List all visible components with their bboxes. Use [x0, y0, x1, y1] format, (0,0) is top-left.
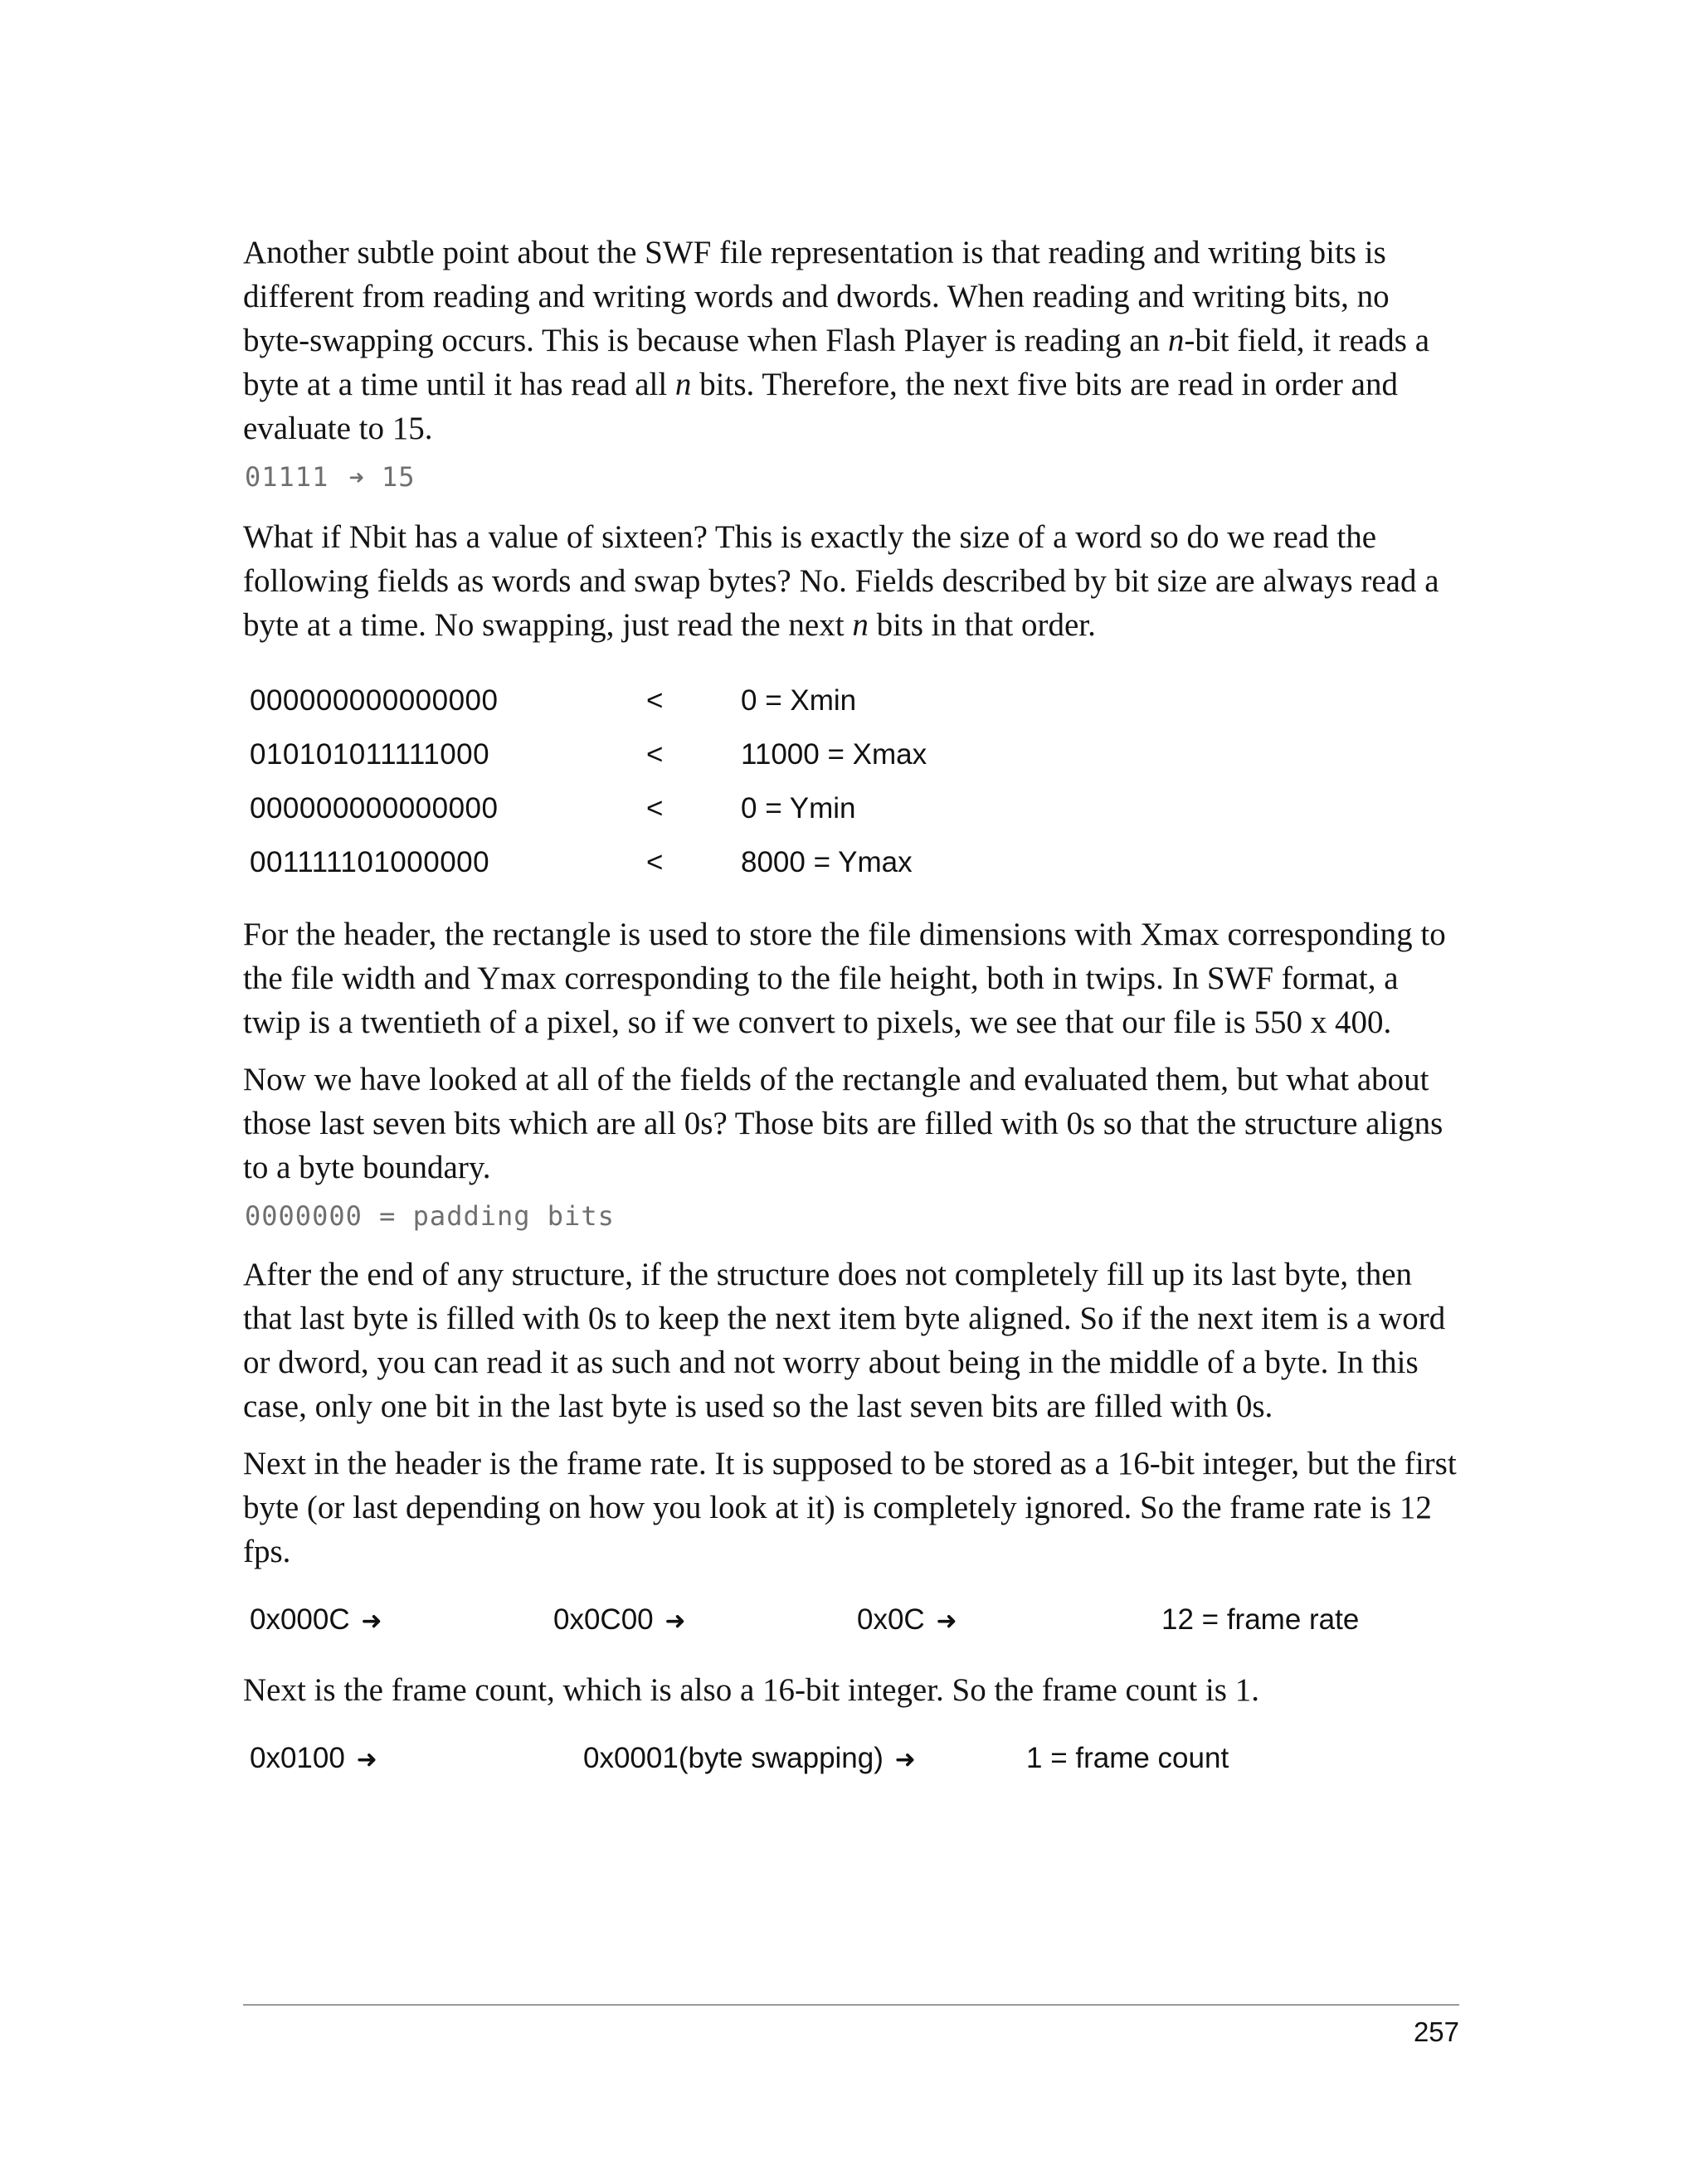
frame-count-flow — [250, 1734, 1463, 1783]
table-row — [250, 781, 1463, 835]
code-line-nbits — [245, 459, 1463, 497]
arrow-right-icon: ➜ — [894, 1746, 916, 1773]
flow-result: 12 = frame rate — [1161, 1603, 1360, 1636]
flow-step — [250, 1742, 583, 1775]
paragraph-padding-bits: Now we have looked at all of the fields of the rectangle and evaluated them, but what about those last seven bits which are all 0s? Those bits are filled with 0s so that the structure aligns to a byte boundary. — [243, 1062, 1443, 1185]
arrow-right-icon: ➜ — [356, 1746, 377, 1773]
bits-cell: 010101011111000 — [250, 737, 490, 771]
arrow-right-icon: ➜ — [936, 1608, 957, 1635]
code-line-padding: 0000000 = padding bits — [245, 1200, 615, 1232]
flow-value: 0x0C00 — [553, 1603, 654, 1636]
bits-cell: 000000000000000 — [250, 683, 499, 717]
flow-value: 0x000C — [250, 1603, 350, 1636]
paragraph-nbit-sixteen — [243, 515, 1463, 647]
flow-value: 0x0C — [857, 1603, 925, 1636]
bits-cell: 000000000000000 — [250, 791, 499, 824]
flow-value: 0x0100 — [250, 1742, 345, 1774]
flow-value: 0x0001(byte swapping) — [583, 1742, 884, 1774]
bits-cell: 001111101000000 — [250, 845, 490, 878]
frame-rate-flow — [250, 1595, 1463, 1645]
arrow-right-icon: ➜ — [665, 1608, 686, 1635]
paragraph-header-dimensions: For the header, the rectangle is used to store the file dimensions with Xmax corresponding to the file width and Ymax corresponding to the file height, both in twips. In SWF format, a twip is a twentieth of a pixel, so if we convert to pixels, we see that our file is 550 x 400. — [243, 917, 1446, 1040]
meaning-cell: 11000 = Xmax — [741, 737, 927, 771]
separator-cell: < — [646, 845, 664, 878]
code-value: 15 — [381, 461, 416, 493]
italic-variable: n — [1167, 323, 1185, 358]
meaning-cell: 0 = Xmin — [741, 683, 857, 717]
paragraph-frame-count: Next is the frame count, which is also a 16-bit integer. So the frame count is 1. — [243, 1672, 1259, 1708]
code-bits: 01111 — [245, 461, 329, 493]
meaning-cell: 0 = Ymin — [741, 791, 856, 824]
table-row — [250, 835, 1463, 889]
footer-divider — [243, 2004, 1459, 2006]
rectangle-bits-table — [250, 674, 1463, 889]
paragraph-text: What if Nbit has a value of sixteen? This is exactly the size of a word so do we read the following fields as words and swap bytes? No. Fields described by bit size are always read a byte at a time. No swapping, just read the next — [243, 519, 1439, 643]
italic-variable: n — [852, 607, 869, 643]
flow-result: 1 = frame count — [1026, 1742, 1229, 1774]
page-content — [243, 231, 1463, 1807]
flow-step — [250, 1603, 553, 1637]
paragraph-text: -bit field, it reads a byte at a time until it has read all — [243, 323, 1430, 402]
italic-variable: n — [674, 367, 692, 402]
paragraph-frame-rate: Next in the header is the frame rate. It is supposed to be stored as a 16-bit integer, but the first byte (or last depending on how you look at it) is completely ignored. So the frame rate is 12 fps. — [243, 1446, 1457, 1569]
meaning-cell: 8000 = Ymax — [741, 845, 913, 878]
paragraph-text: bits in that order. — [868, 607, 1096, 643]
paragraph-byte-alignment: After the end of any structure, if the structure does not completely fill up its last byte, then that last byte is filled with 0s to keep the next item byte aligned. So if the next item is a word or dword, you can read it as such and not worry about being in the middle of a byte. In this case, only one bit in the last byte is used so the last seven bits are filled with 0s. — [243, 1257, 1446, 1424]
paragraph-bits-reading — [243, 231, 1463, 450]
separator-cell: < — [646, 791, 664, 824]
paragraph-text: Another subtle point about the SWF file representation is that reading and writing bits is different from reading and writing words and dwords. When reading and writing bits, no byte-swapping occurs. This is because when Flash Player is reading an — [243, 235, 1390, 358]
separator-cell: < — [646, 683, 664, 717]
page-number: 257 — [1413, 2016, 1459, 2047]
paragraph-text: bits. Therefore, the next five bits are read in order and evaluate to 15. — [243, 367, 1398, 446]
flow-step — [553, 1603, 857, 1637]
arrow-right-icon: ➜ — [361, 1608, 382, 1635]
flow-step — [857, 1603, 1161, 1637]
separator-cell: < — [646, 737, 664, 771]
arrow-right-icon: ➜ — [348, 464, 365, 493]
table-row — [250, 674, 1463, 727]
table-row — [250, 727, 1463, 781]
flow-step — [583, 1742, 1026, 1775]
